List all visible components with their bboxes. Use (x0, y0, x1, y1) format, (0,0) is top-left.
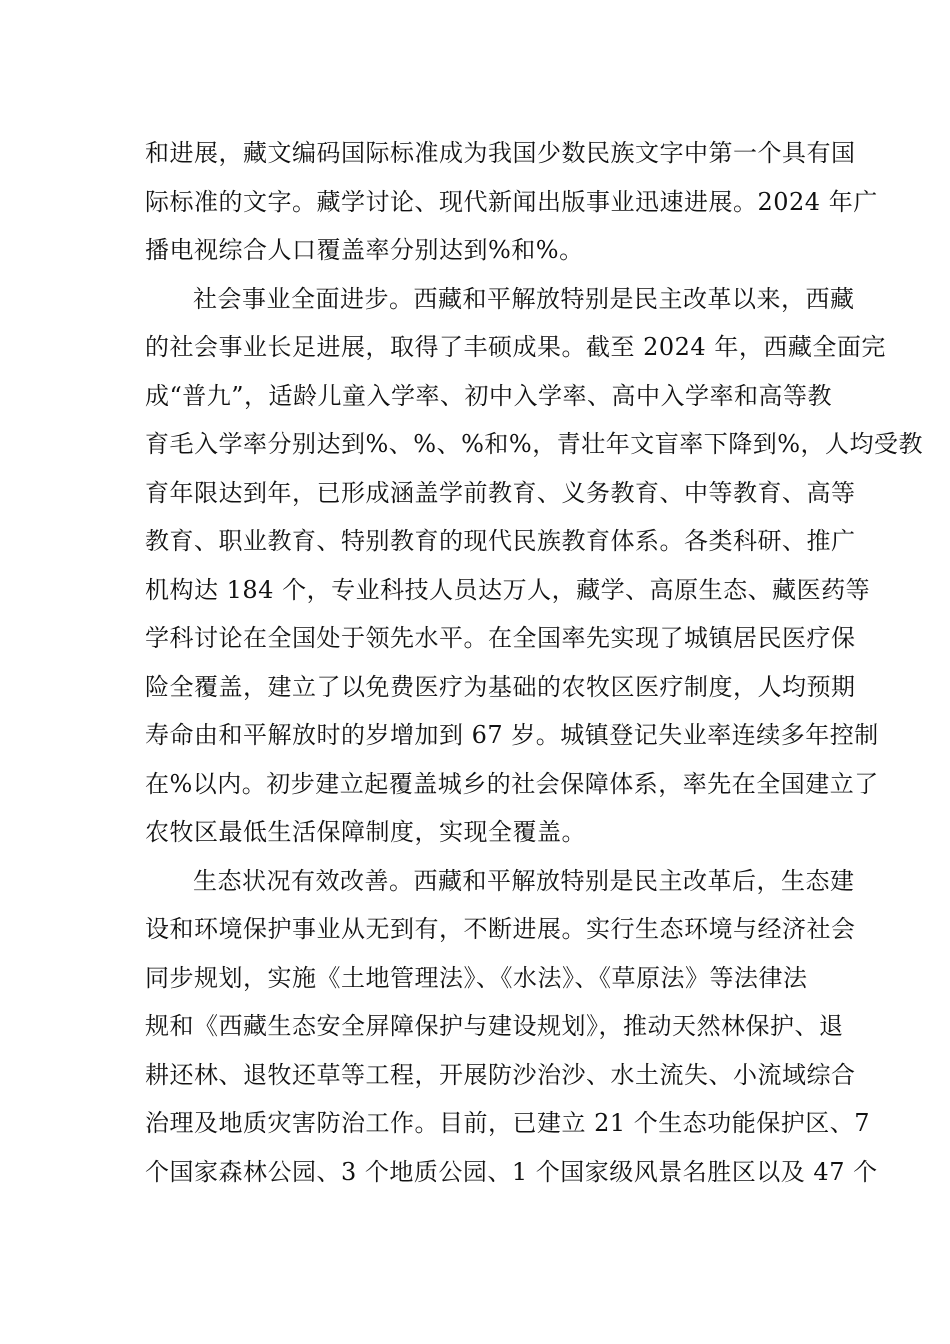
text-line-9: 教育、职业教育、特别教育的现代民族教育体系。各类科研、推广 (145, 527, 856, 555)
text-line-11: 学科讨论在全国处于领先水平。在全国率先实现了城镇居民医疗保 (145, 624, 856, 652)
text-line-14: 在%以内。初步建立起覆盖城乡的社会保障体系，率先在全国建立了 (145, 769, 879, 798)
text-line-12: 险全覆盖，建立了以免费医疗为基础的农牧区医疗制度，人均预期 (145, 672, 856, 701)
text-line-10: 机构达 184 个，专业科技人员达万人，藏学、高原生态、藏医药等 (145, 575, 871, 604)
text-line-8: 育年限达到年，已形成涵盖学前教育、义务教育、中等教育、高等 (145, 478, 856, 507)
text-line-17: 设和环境保护事业从无到有，不断进展。实行生态环境与经济社会 (145, 915, 856, 943)
text-line-3: 播电视综合人口覆盖率分别达到%和%。 (145, 236, 584, 264)
text-line-5: 的社会事业长足进展，取得了丰硕成果。截至 2024 年，西藏全面完 (145, 333, 886, 361)
text-line-20: 耕还林、退牧还草等工程，开展防沙治沙、水土流失、小流域综合 (145, 1060, 856, 1089)
text-line-7: 育毛入学率分别达到%、%、%和%，青壮年文盲率下降到%，人均受教 (145, 430, 924, 458)
text-line-22: 个国家森林公园、3 个地质公园、1 个国家级风景名胜区以及 47 个 (145, 1157, 878, 1186)
text-line-13: 寿命由和平解放时的岁增加到 67 岁。城镇登记失业率连续多年控制 (145, 721, 879, 749)
text-line-19: 规和《西藏生态安全屏障保护与建设规划》，推动天然林保护、退 (145, 1012, 844, 1040)
text-line-6: 成“普九”，适龄儿童入学率、初中入学率、高中入学率和高等教 (145, 381, 833, 410)
text-line-21: 治理及地质灾害防治工作。目前，已建立 21 个生态功能保护区、7 (145, 1109, 871, 1137)
body-text (145, 129, 924, 1196)
text-line-1: 和进展，藏文编码国际标准成为我国少数民族文字中第一个具有国 (145, 139, 856, 167)
text-line-2: 际标准的文字。藏学讨论、现代新闻出版事业迅速进展。2024 年广 (145, 187, 878, 216)
text-line-15: 农牧区最低生活保障制度，实现全覆盖。 (145, 818, 586, 846)
text-line-18: 同步规划，实施《土地管理法》、《水法》、《草原法》等法律法 (145, 963, 808, 992)
paragraph-start-social: 社会事业全面进步。西藏和平解放特别是民主改革以来，西藏 (193, 284, 855, 313)
paragraph-start-ecology: 生态状况有效改善。西藏和平解放特别是民主改革后，生态建 (193, 866, 855, 895)
